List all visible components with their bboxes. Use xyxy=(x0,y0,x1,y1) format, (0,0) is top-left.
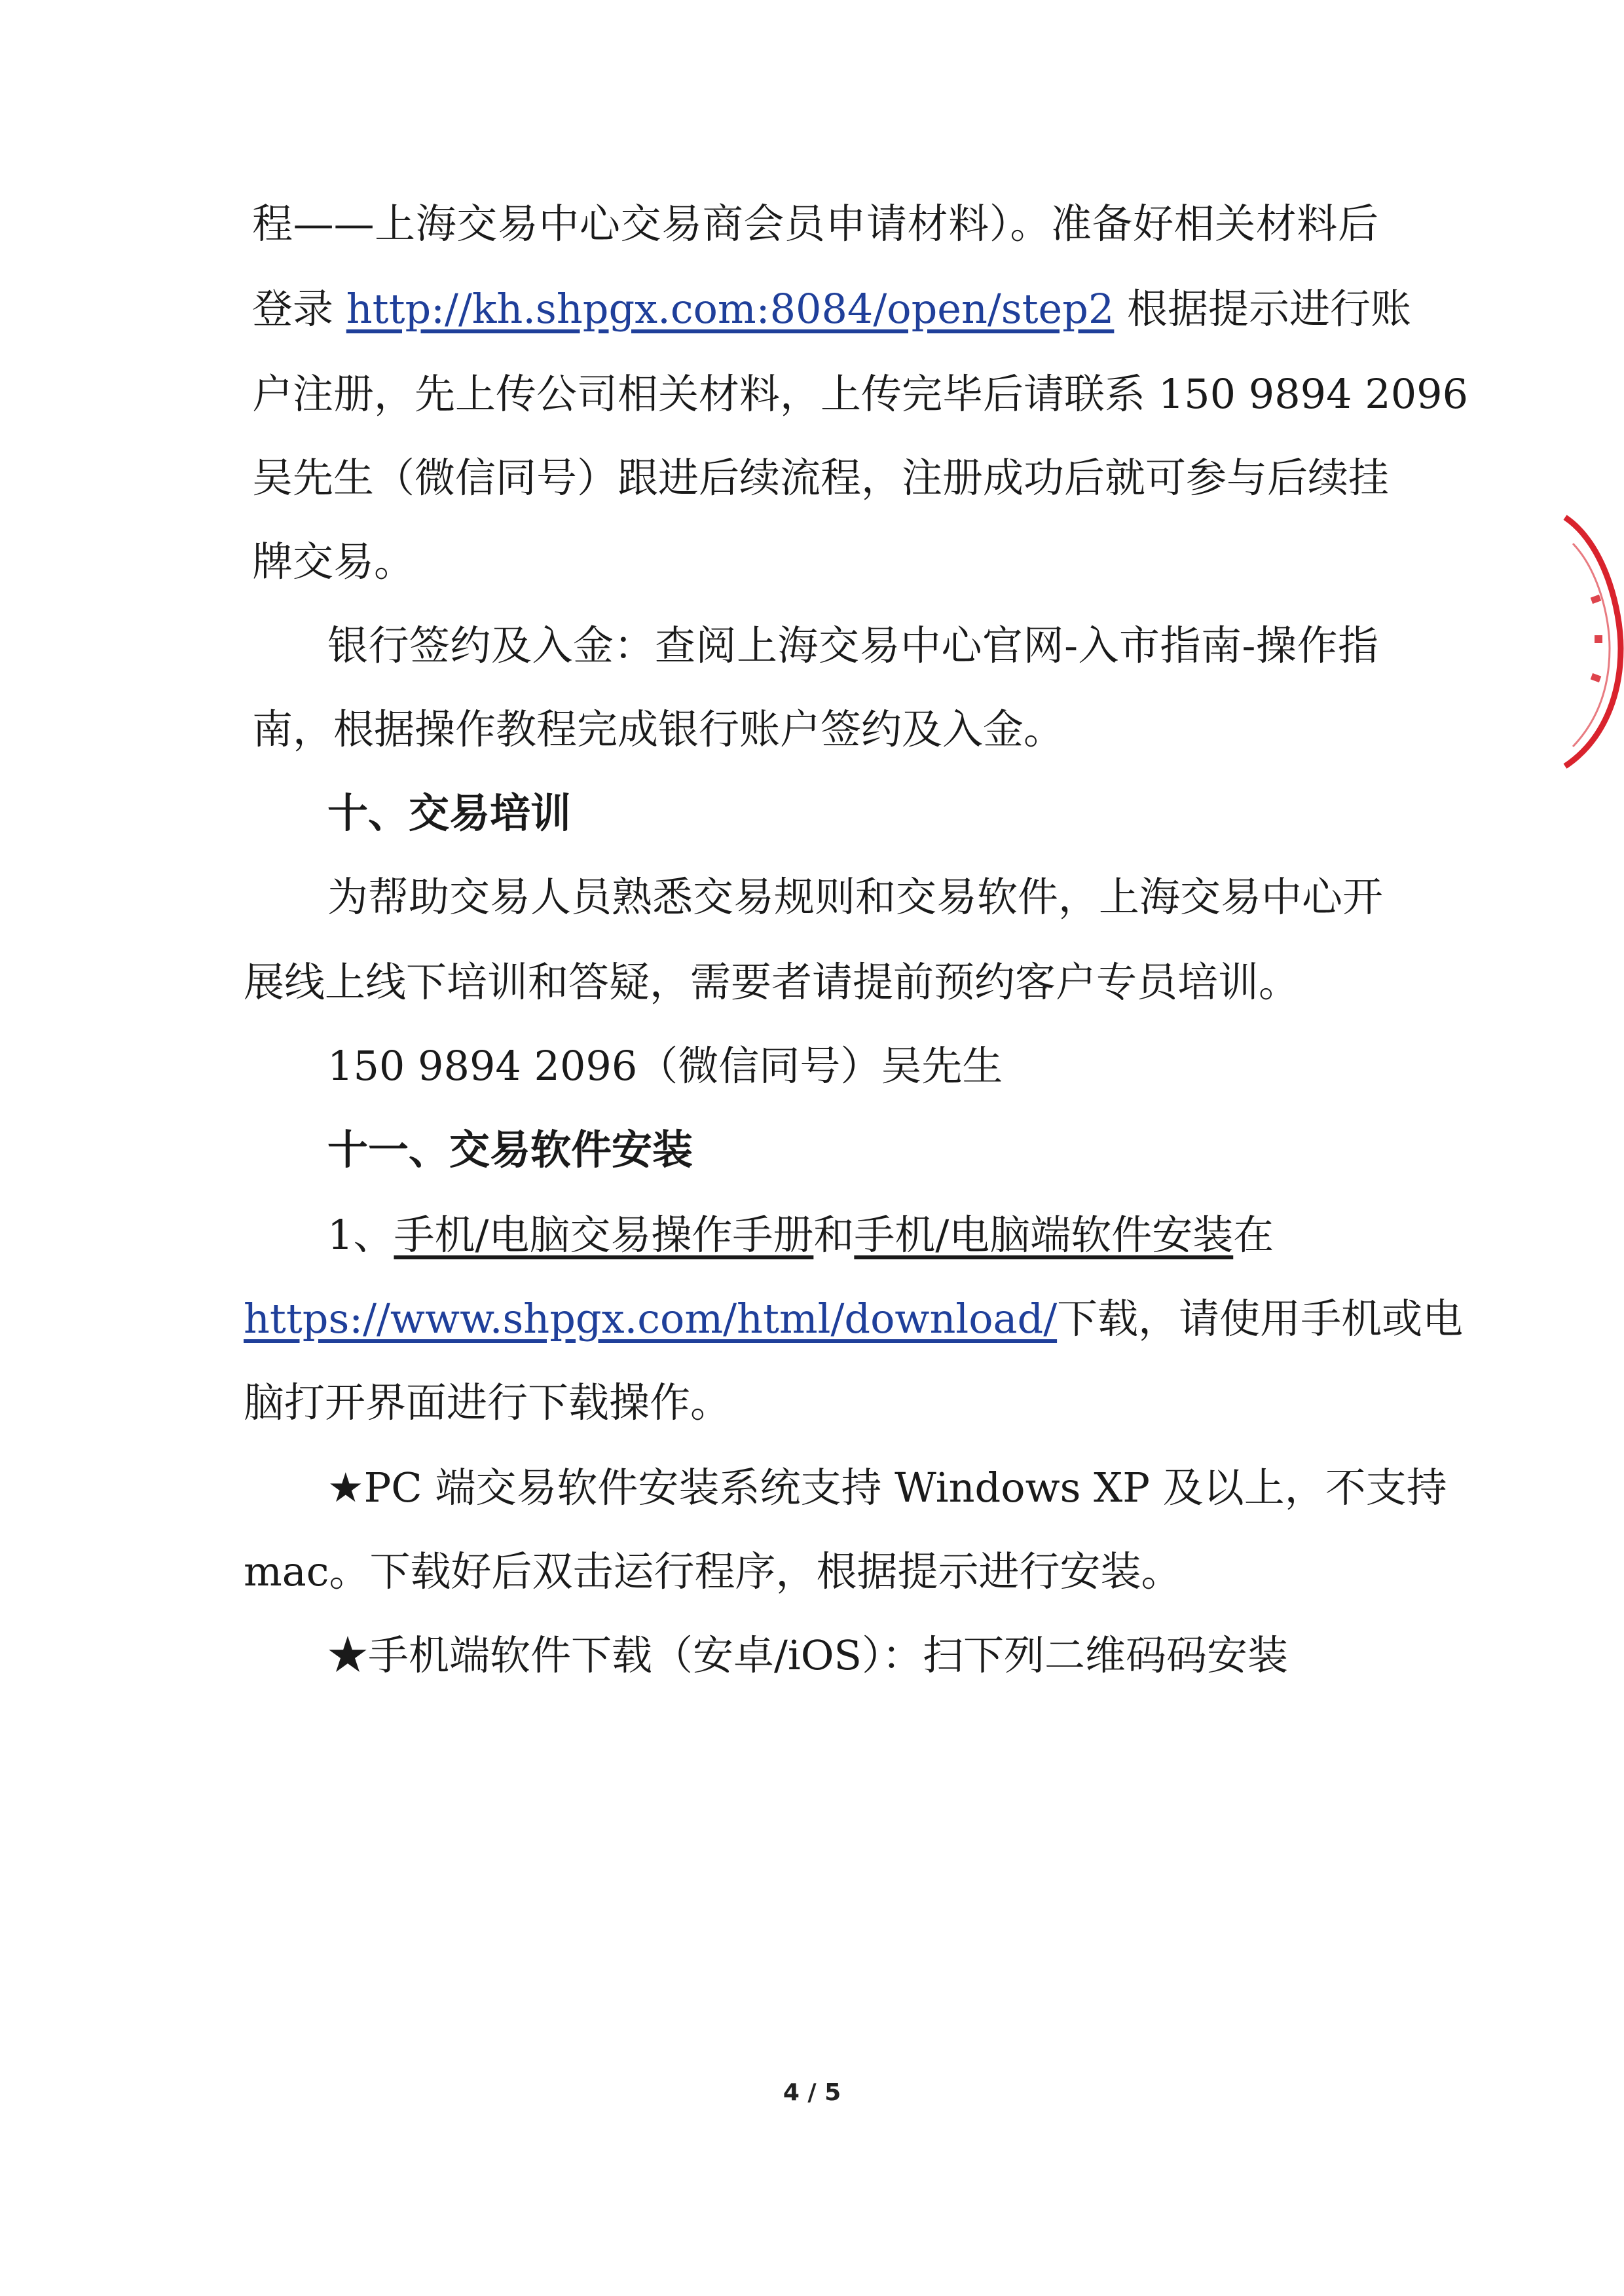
page-number: 4 / 5 xyxy=(783,2079,841,2106)
paragraph-line: 吴先生（微信同号）跟进后续流程，注册成功后就可参与后续挂 xyxy=(252,454,1390,502)
download-link[interactable]: https://www.shpgx.com/html/download/ xyxy=(244,1295,1058,1342)
paragraph-line: ★PC 端交易软件安装系统支持 Windows XP 及以上，不支持 xyxy=(327,1464,1447,1511)
paragraph-line: 户注册，先上传公司相关材料，上传完毕后请联系 150 9894 2096 xyxy=(252,370,1469,418)
manual-link[interactable]: 手机/电脑交易操作手册 xyxy=(394,1211,814,1259)
paragraph-line: 展线上线下培训和答疑，需要者请提前预约客户专员培训。 xyxy=(244,958,1300,1006)
paragraph-line: mac。下载好后双击运行程序，根据提示进行安装。 xyxy=(244,1547,1182,1595)
paragraph-line: 银行签约及入金：查阅上海交易中心官网-入市指南-操作指 xyxy=(327,621,1378,669)
register-link[interactable]: http://kh.shpgx.com:8084/open/step2 xyxy=(346,285,1115,333)
paragraph-line: 牌交易。 xyxy=(252,538,415,585)
seal-stamp-icon xyxy=(1559,504,1624,779)
contact-line: 150 9894 2096（微信同号）吴先生 xyxy=(327,1042,1003,1090)
line-text: 和 xyxy=(813,1211,855,1259)
paragraph-line: ★手机端软件下载（安卓/iOS）：扫下列二维码码安装 xyxy=(327,1631,1289,1679)
install-link[interactable]: 手机/电脑端软件安装 xyxy=(854,1211,1234,1259)
line-text: 下载，请使用手机或电 xyxy=(1057,1295,1464,1342)
paragraph-line xyxy=(327,1209,1624,1261)
paragraph-line: 脑打开界面进行下载操作。 xyxy=(244,1379,731,1426)
paragraph-line: 程——上海交易中心交易商会员申请材料）。准备好相关材料后 xyxy=(252,200,1378,248)
paragraph-line xyxy=(244,1293,1464,1345)
line-text: 在 xyxy=(1233,1211,1274,1259)
paragraph-line xyxy=(252,283,1412,335)
paragraph-line: 南，根据操作教程完成银行账户签约及入金。 xyxy=(252,705,1065,753)
section-heading-software: 十一、交易软件安装 xyxy=(327,1126,693,1174)
section-heading-training: 十、交易培训 xyxy=(327,789,572,837)
line-text: 登录 xyxy=(252,285,346,333)
paragraph-line: 为帮助交易人员熟悉交易规则和交易软件，上海交易中心开 xyxy=(327,873,1384,921)
line-text: 根据提示进行账 xyxy=(1114,285,1412,333)
list-number: 1、 xyxy=(327,1211,394,1259)
